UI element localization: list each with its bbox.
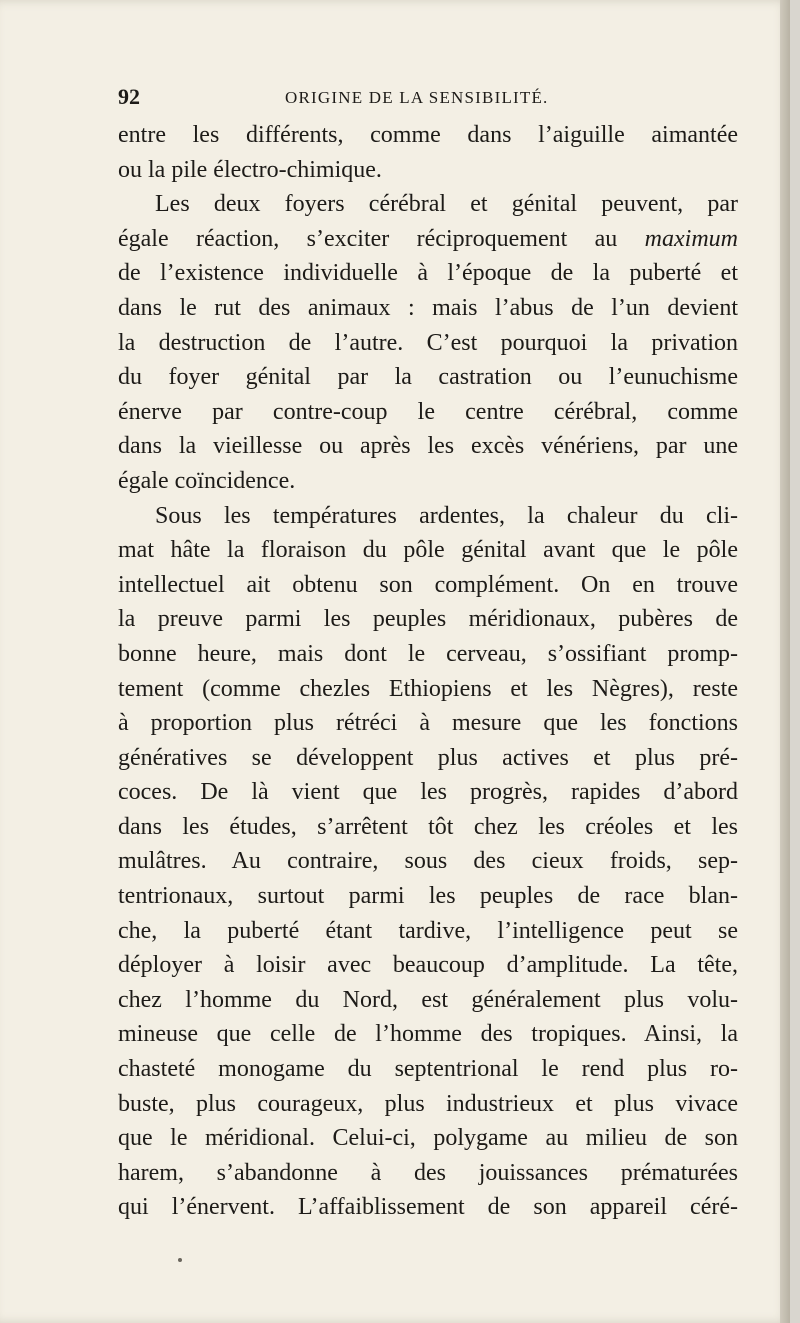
text-line: dans la vieillesse ou après les excès vénériens, par une — [118, 433, 738, 460]
text-line: harem, s’abandonne à des jouissances prématurées — [118, 1159, 738, 1186]
text-line: mat hâte la floraison du pôle génital avant que le pôle — [118, 537, 738, 564]
text-line: Les deux foyers cérébral et génital peuvent, par — [155, 191, 738, 218]
text-line: énerve par contre-coup le centre cérébral, comme — [118, 398, 738, 425]
text-line: che, la puberté étant tardive, l’intelligence peut se — [118, 917, 738, 944]
text-line: égale coïncidence. — [118, 467, 296, 494]
running-title: ORIGINE DE LA SENSIBILITÉ. — [285, 88, 549, 107]
page-number: 92 — [118, 84, 140, 109]
text-line: génératives se développent plus actives et plus pré- — [118, 744, 738, 771]
text-line: coces. De là vient que les progrès, rapides d’abord — [118, 779, 738, 806]
text-line: mineuse que celle de l’homme des tropiques. Ainsi, la — [118, 1021, 738, 1048]
text-line: de l’existence individuelle à l’époque de la puberté et — [118, 260, 738, 287]
text-line: Sous les températures ardentes, la chaleur du cli- — [155, 502, 738, 529]
text-line: que le méridional. Celui-ci, polygame au milieu de son — [118, 1125, 738, 1152]
text-line: dans le rut des animaux : mais l’abus de l’un devient — [118, 294, 738, 321]
text-segment: égale réaction, s’exciter réciproquement au maximum — [118, 225, 738, 252]
text-line: qui l’énervent. L’affaiblissement de son appareil céré- — [118, 1194, 738, 1221]
emphasis: maximum — [644, 225, 738, 252]
text-line: tement (comme chezles Ethiopiens et les Nègres), reste — [118, 675, 738, 702]
text-line: dans les études, s’arrêtent tôt chez les créoles et les — [118, 813, 738, 840]
text-line: la preuve parmi les peuples méridionaux, pubères de — [118, 606, 738, 633]
ink-speck — [178, 1258, 182, 1262]
text-line: buste, plus courageux, plus industrieux et plus vivace — [118, 1090, 738, 1117]
text-line: entre les différents, comme dans l’aiguille aimantée — [118, 122, 738, 148]
page-header — [118, 84, 738, 114]
page-edge — [780, 0, 790, 1323]
text-line: chez l’homme du Nord, est généralement plus volu- — [118, 986, 738, 1013]
text-line: bonne heure, mais dont le cerveau, s’ossifiant promp- — [118, 640, 738, 667]
text-line: ou la pile électro-chimique. — [118, 156, 382, 183]
text-line: à proportion plus rétréci à mesure que les fonctions — [118, 710, 738, 737]
text-line: tentrionaux, surtout parmi les peuples de race blan- — [118, 883, 738, 910]
text-line: chasteté monogame du septentrional le rend plus ro- — [118, 1056, 738, 1083]
text-line: la destruction de l’autre. C’est pourquoi la privation — [118, 329, 738, 356]
text-line: mulâtres. Au contraire, sous des cieux froids, sep- — [118, 848, 738, 875]
text-line: déployer à loisir avec beaucoup d’amplitude. La tête, — [118, 952, 738, 979]
text-line — [118, 222, 738, 257]
body-text — [118, 118, 738, 1225]
text-line: du foyer génital par la castration ou l’eunuchisme — [118, 364, 738, 391]
text-line: intellectuel ait obtenu son complément. On en trouve — [118, 571, 738, 598]
